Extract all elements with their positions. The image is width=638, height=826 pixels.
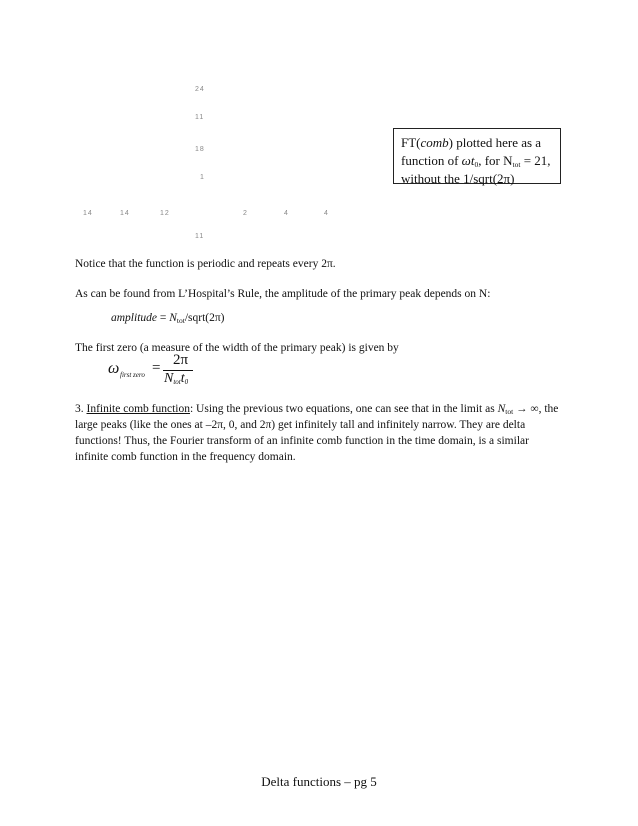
y-tick-label: 1 bbox=[200, 174, 205, 181]
x-tick-label: 2 bbox=[243, 210, 248, 217]
plot-caption-box bbox=[393, 128, 561, 184]
x-tick-label: 4 bbox=[284, 210, 289, 217]
comb-line-3: functions! Thus, the Fourier transform of an infinite comb function in the time domain, is a similar bbox=[75, 435, 529, 447]
fraction-numerator: 2π bbox=[173, 352, 189, 368]
equals-sign: = bbox=[152, 360, 161, 376]
first-zero-note: The first zero (a measure of the width of the primary peak) is given by bbox=[75, 342, 399, 354]
comb-line-2: large peaks (like the ones at –2π, 0, and 2π) get infinitely tall and infinitely narrow. They are delta bbox=[75, 419, 526, 431]
caption-line-1: FT(comb) plotted here as a bbox=[401, 135, 542, 150]
x-tick-label: 14 bbox=[83, 210, 93, 217]
infinite-comb-paragraph bbox=[75, 401, 575, 465]
comb-line-4: infinite comb function in the frequency domain. bbox=[75, 451, 296, 463]
omega-subscript: first zero bbox=[120, 371, 145, 379]
periodic-note: Notice that the function is periodic and repeats every 2π. bbox=[75, 258, 336, 270]
amplitude-equation: amplitude = $N_{tot}/sqrt(2\pi)$ bbox=[111, 312, 225, 325]
hospital-note: As can be found from L’Hospital’s Rule, the amplitude of the primary peak depends on N: bbox=[75, 288, 491, 300]
comb-heading: Infinite comb function bbox=[86, 403, 190, 415]
x-tick-label: 4 bbox=[324, 210, 329, 217]
caption-line-3: without the 1/sqrt(2π) bbox=[401, 171, 515, 186]
y-tick-label: 18 bbox=[195, 146, 205, 153]
x-tick-label: 14 bbox=[120, 210, 130, 217]
fraction-denominator: $N_{tot}t_0$ bbox=[164, 371, 189, 386]
omega-symbol: ω bbox=[108, 360, 120, 377]
y-tick-label: 11 bbox=[195, 114, 205, 121]
page-footer: Delta functions – pg 5 bbox=[261, 774, 377, 789]
caption-line-2: function of $\omega t_0$, for $N_{tot} = 21$, bbox=[401, 153, 551, 169]
y-tick-label: 11 bbox=[195, 233, 205, 240]
comb-line-1: 3. Infinite comb function: Using the previous two equations, one can see that in the limit as $N_{tot}$ → ∞, the bbox=[75, 403, 559, 416]
y-tick-label: 24 bbox=[195, 86, 205, 93]
x-tick-label: 12 bbox=[160, 210, 170, 217]
